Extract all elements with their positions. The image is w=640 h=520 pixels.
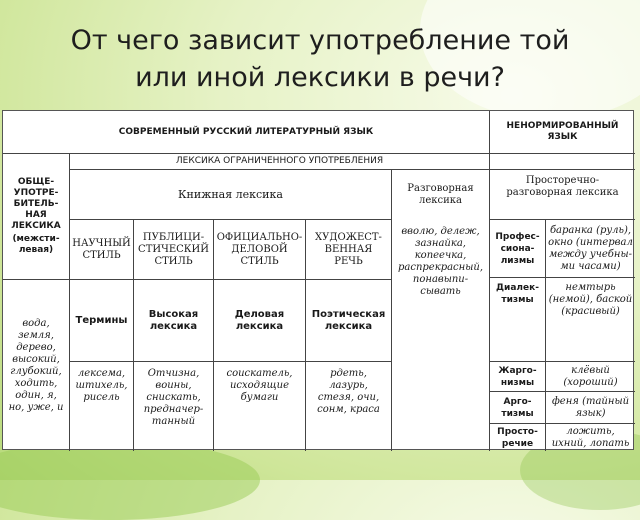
vernacular-examples: ложить, ихний, лопать	[551, 425, 630, 449]
scientific-examples: лексема, штихель, рисель	[75, 368, 128, 403]
common-examples: вода, земля, дерево, высокий, глубокий, ходить, один, я, но, уже, и	[8, 317, 64, 413]
title-line-2: или иной лексики в речи?	[135, 62, 505, 93]
business-lexicon-cell: Деловая лексика	[234, 308, 285, 332]
argotisms-examples: феня (тайный язык)	[551, 395, 630, 419]
terms-cell: Термины	[75, 314, 128, 326]
jargonisms-label: Жарго-низмы	[498, 365, 537, 388]
common-lexicon-label: ОБЩЕ-УПОТРЕ-БИТЕЛЬ-НАЯ ЛЕКСИКА	[11, 177, 61, 231]
slide-title	[0, 22, 640, 96]
common-lexicon-cell	[3, 154, 69, 279]
dialectisms-label: Диалек-тизмы	[496, 283, 539, 305]
professionalisms-label: Профес-сиона-лизмы	[495, 231, 540, 266]
vernacular-label: Просто-речие	[497, 426, 538, 449]
nonstandard-header: НЕНОРМИРОВАННЫЙ ЯЗЫК	[506, 121, 619, 142]
jargonisms-examples: клёвый (хороший)	[563, 364, 618, 388]
scientific-style: НАУЧНЫЙ СТИЛЬ	[72, 237, 131, 261]
professionalisms-examples: баранка (руль), окно (интервал между учебны-ми часами)	[548, 224, 633, 272]
official-style: ОФИЦИАЛЬНО-ДЕЛОВОЙ СТИЛЬ	[216, 231, 303, 267]
title-line-1: От чего зависит употребление той	[70, 25, 570, 56]
bookish-lexicon-header: Книжная лексика	[178, 187, 283, 201]
argotisms-label: Арго-тизмы	[501, 396, 534, 419]
restricted-lexicon-header: ЛЕКСИКА ОГРАНИЧЕННОГО УПОТРЕБЛЕНИЯ	[175, 156, 384, 166]
official-examples: соискатель, исходящие бумаги	[226, 368, 293, 403]
poetic-lexicon-cell: Поэтическая лексика	[311, 308, 386, 332]
modern-literary-header: СОВРЕМЕННЫЙ РУССКИЙ ЛИТЕРАТУРНЫЙ ЯЗЫК	[118, 126, 374, 137]
vernacular-lexicon-header: Просторечно-разговорная лексика	[506, 174, 619, 198]
background-leaf-left	[0, 440, 260, 520]
artistic-examples: рдеть, лазурь, стезя, очи, сонм, краса	[317, 368, 380, 415]
common-lexicon-note: (межсти-левая)	[12, 234, 60, 255]
colloquial-examples: вволю, дележ, зазнайка, копеечка, распрекрасный, понавыпи-сывать	[398, 226, 484, 297]
artistic-style: ХУДОЖЕСТ-ВЕННАЯ РЕЧЬ	[315, 231, 382, 267]
publicistic-examples: Отчизна, воины, снискать, предначер-танный	[143, 368, 204, 427]
dialectisms-examples: немтырь (немой), баской (красивый)	[548, 282, 633, 317]
publicistic-style: ПУБЛИЦИ-СТИЧЕСКИЙ СТИЛЬ	[138, 231, 209, 267]
high-lexicon-cell: Высокая лексика	[148, 308, 199, 332]
colloquial-lexicon-header: Разговорная лексика	[407, 182, 474, 206]
lexicon-table	[2, 110, 634, 450]
